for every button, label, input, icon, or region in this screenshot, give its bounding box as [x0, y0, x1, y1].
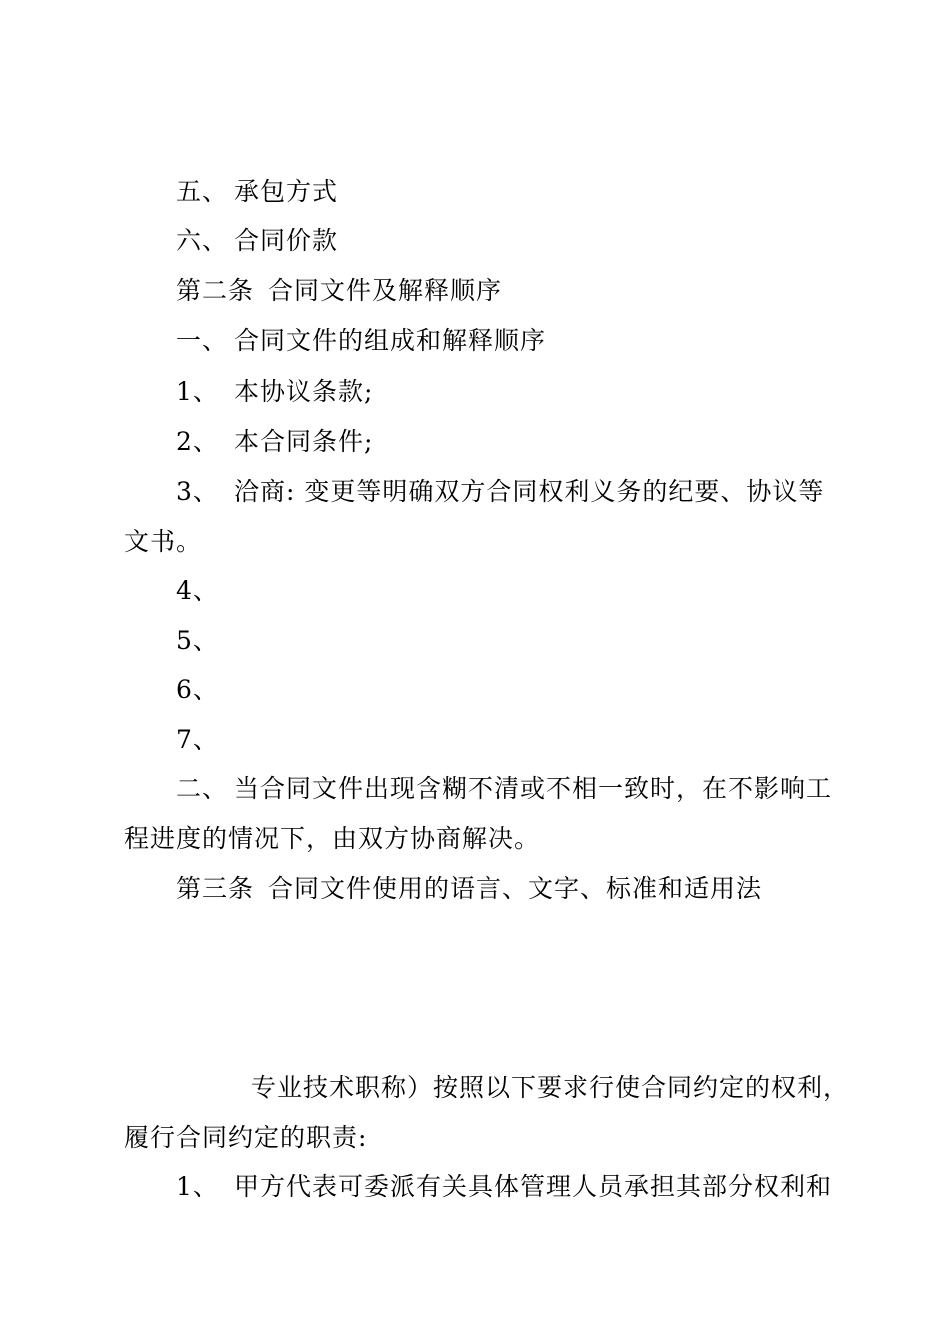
list-item-text: 洽商: 变更等明确双方合同权利义务的纪要、协议等: [234, 477, 825, 506]
clause-heading: 合同价款: [234, 226, 339, 255]
section-text: 当合同文件出现含糊不清或不相一致时，在不影响工: [234, 774, 833, 803]
clause-heading: 承包方式: [234, 177, 339, 206]
list-item-text: 本协议条款;: [234, 377, 374, 406]
representative-paragraph: [251, 1073, 849, 1103]
list-item-3-continuation: [124, 527, 202, 557]
article-marker: 第三条: [176, 874, 255, 903]
list-item-6: [176, 675, 219, 705]
section-1-line: [176, 326, 546, 356]
section-heading: 合同文件的组成和解释顺序: [234, 326, 547, 355]
item-marker: 六、: [176, 226, 229, 255]
item-marker: 4、: [176, 576, 219, 605]
item-marker: 2、: [176, 427, 219, 456]
item-marker: 五、: [176, 177, 229, 206]
article-title: 合同文件使用的语言、文字、标准和适用法: [268, 874, 763, 903]
list-item-2: [176, 427, 373, 457]
list-item-3: [176, 477, 824, 507]
section-text: 程进度的情况下，由双方协商解决。: [124, 824, 541, 853]
list-item-text: 文书。: [124, 527, 203, 556]
article-2-heading: [176, 276, 502, 306]
item-marker: 一、: [176, 326, 229, 355]
item-marker: 二、: [176, 774, 229, 803]
article-marker: 第二条: [176, 276, 255, 305]
list-item-4: [176, 576, 219, 606]
item-marker: 3、: [176, 477, 219, 506]
representative-paragraph-continuation: [124, 1123, 367, 1153]
paragraph-text: 专业技术职称）按照以下要求行使合同约定的权利，: [251, 1073, 850, 1102]
list-item-text: 本合同条件;: [234, 427, 374, 456]
paragraph-text: 履行合同约定的职责:: [124, 1123, 368, 1152]
clause-6-line: [176, 226, 338, 256]
list-item-1: [176, 377, 373, 407]
item-marker: 7、: [176, 725, 219, 754]
item-marker: 1、: [176, 1172, 219, 1201]
list-item-5: [176, 626, 219, 656]
list-item-7: [176, 725, 219, 755]
item-marker: 1、: [176, 377, 219, 406]
item-marker: 6、: [176, 675, 219, 704]
list-item-text: 甲方代表可委派有关具体管理人员承担其部分权利和: [234, 1172, 833, 1201]
article-3-heading: [176, 874, 762, 904]
clause-5-line: [176, 177, 338, 207]
item-marker: 5、: [176, 626, 219, 655]
duty-item-1: [176, 1172, 832, 1202]
section-2-line: [176, 774, 832, 804]
section-2-continuation: [124, 824, 540, 854]
article-title: 合同文件及解释顺序: [268, 276, 503, 305]
